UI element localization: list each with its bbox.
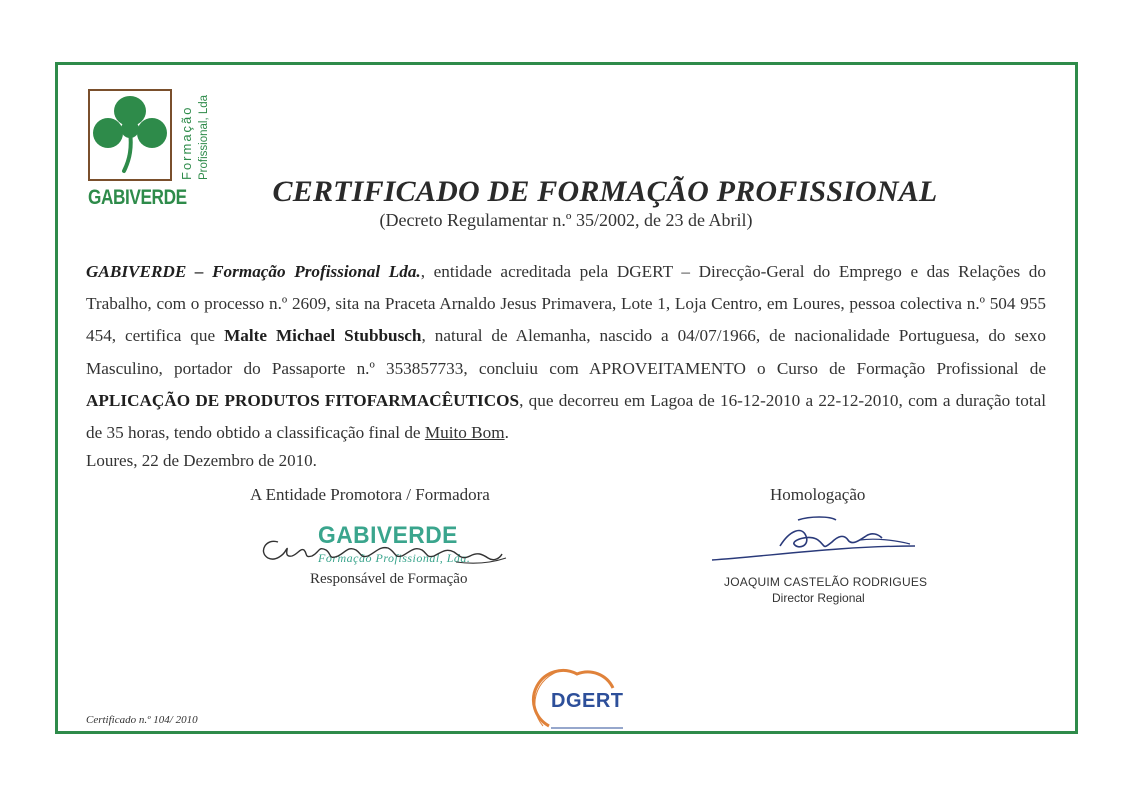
body-text-1: , entidade acreditada pela DGERT – Direcção-Geral do Emprego e das Relações do Trabalho, com o processo n.º 2609, sita na Praceta Arnaldo Jesus Primavera, Lote 1, Loja Centro, em Loures, pessoa colectiva n.º 504 955 454, certifica que (86, 262, 1046, 346)
course-name: APLICAÇÃO DE PRODUTOS FITOFARMACÊUTICOS (86, 390, 520, 410)
body-text-2: , natural de Alemanha, nascido a 04/07/1966, de nacionalidade Portuguesa, do sexo Masculino, portador do Passaporte n.º 353857733, concluiu com APROVEITAMENTO o Curso de Formação Profissional de (86, 326, 1046, 378)
director-title: Director Regional (772, 591, 865, 605)
responsible-label: Responsável de Formação (310, 571, 468, 587)
place-date: Loures, 22 de Dezembro de 2010. (86, 451, 317, 470)
entity-name: GABIVERDE – Formação Profissional Lda. (86, 262, 421, 281)
logo-line-1: Formação (179, 105, 194, 180)
stamp-name: GABIVERDE (318, 522, 458, 549)
body-text-3: , que decorreu em Lagoa de 16-12-2010 a 22-12-2010, com a duração total de 35 horas, tendo obtido a classificação final de (86, 390, 1046, 443)
certificate-subtitle: (Decreto Regulamentar n.º 35/2002, de 23 de Abril) (379, 210, 753, 230)
certificate-number: Certificado n.º 104/ 2010 (86, 714, 198, 726)
logo-name: GABIVERDE (88, 186, 187, 209)
logo-vertical-text (176, 88, 216, 184)
homologation-label: Homologação (770, 485, 866, 504)
certificate-title: CERTIFICADO DE FORMAÇÃO PROFISSIONAL (272, 175, 938, 208)
trainee-name: Malte Michael Stubbusch (224, 326, 422, 346)
certificate-body (86, 256, 1046, 449)
gabiverde-logo (88, 89, 172, 181)
director-name: JOAQUIM CASTELÃO RODRIGUES (724, 575, 928, 589)
right-signature (710, 510, 920, 570)
promoter-label: A Entidade Promotora / Formadora (250, 485, 490, 504)
final-grade: Muito Bom (424, 423, 505, 443)
logo-line-2: Profissional, Lda (198, 94, 210, 180)
left-signature (256, 528, 512, 568)
body-text-4: . (504, 423, 509, 443)
dgert-text: DGERT (551, 690, 624, 712)
stamp-subtitle: Formação Profissional, Lda. (318, 551, 471, 565)
clover-icon (90, 91, 170, 179)
